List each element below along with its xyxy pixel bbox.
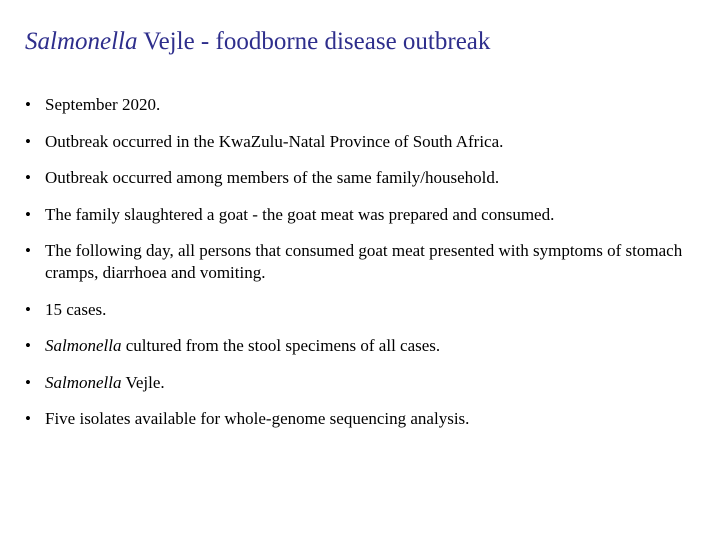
bullet-dot: • (25, 409, 31, 428)
bullet-text: Five isolates available for whole-genome sequencing analysis. (45, 409, 470, 428)
bullet-item (25, 167, 710, 189)
bullet-dot: • (25, 95, 31, 114)
slide-title (25, 26, 490, 58)
bullet-dot: • (25, 241, 31, 260)
bullet-dot: • (25, 299, 31, 319)
bullet-item (25, 372, 710, 394)
bullet-list (25, 94, 710, 445)
bullet-italic: Salmonella (45, 372, 122, 392)
bullet-item (25, 131, 710, 153)
bullet-dot: • (25, 336, 31, 355)
title-italic-organism: Salmonella (25, 28, 138, 55)
bullet-item (25, 240, 710, 284)
bullet-text: Vejle. (121, 372, 165, 392)
bullet-dot: • (25, 168, 31, 187)
bullet-dot: • (25, 131, 31, 151)
bullet-text: The family slaughtered a goat - the goat meat was prepared and consumed. (45, 204, 555, 224)
bullet-item (25, 94, 710, 116)
bullet-italic: Salmonella (45, 336, 122, 355)
bullet-dot: • (25, 372, 31, 392)
bullet-text: Outbreak occurred in the KwaZulu-Natal Province of South Africa. (45, 131, 504, 151)
bullet-dot: • (25, 204, 31, 224)
bullet-item (25, 408, 710, 430)
bullet-item (25, 204, 710, 226)
bullet-text: Outbreak occurred among members of the same family/household. (45, 168, 500, 187)
title-text: Vejle - foodborne disease outbreak (137, 28, 491, 55)
bullet-item (25, 299, 710, 321)
bullet-item (25, 335, 710, 357)
bullet-text: 15 cases. (45, 299, 107, 319)
bullet-text: cultured from the stool specimens of all cases. (121, 336, 441, 355)
bullet-text: September 2020. (45, 95, 161, 114)
bullet-text: The following day, all persons that consumed goat meat presented with symptoms of stomach cramps, diarrhoea and vomiting. (45, 241, 683, 282)
